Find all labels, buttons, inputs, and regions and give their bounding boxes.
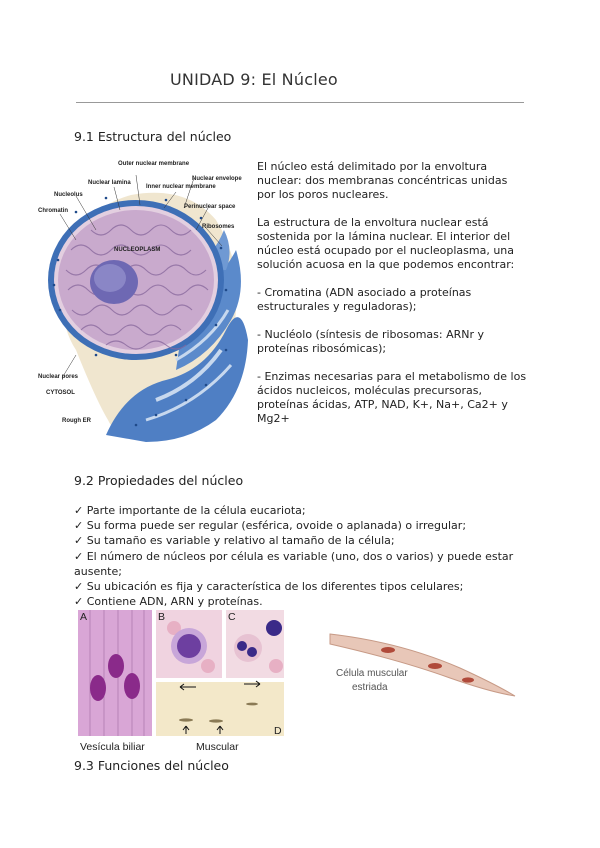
label-cytosol: CYTOSOL (46, 390, 75, 396)
page-title: UNIDAD 9: El Núcleo (170, 70, 338, 89)
label-nuclear-pores: Nuclear pores (38, 374, 79, 380)
caption-celula-muscular: Célula muscular (336, 668, 408, 679)
panel-label-a: A (80, 611, 88, 623)
list-item: ✓ Su tamaño es variable y relativo al tamaño de la célula; (74, 534, 395, 548)
paragraph-nucleolo: - Nucléolo (síntesis de ribosomas: ARNr y proteínas ribosómicas); (257, 328, 485, 355)
label-nuclear-envelope: Nuclear envelope (192, 176, 242, 182)
nuclei-micrographs (76, 608, 288, 756)
nucleus-diagram (36, 150, 250, 442)
caption-estriada: estriada (352, 682, 388, 693)
label-inner-membrane: Inner nuclear membrane (146, 184, 216, 190)
paragraph-envoltura: El núcleo está delimitado por la envoltura nuclear: dos membranas concéntricas unidas por los poros nucleares. (257, 160, 508, 201)
caption-vesicula-biliar: Vesícula biliar (80, 741, 145, 753)
label-ribosomes: Ribosomes (202, 224, 235, 230)
list-item: ✓ El número de núcleos por célula es variable (uno, dos o varios) y puede estar ausente; (74, 549, 514, 578)
label-chromatin: Chromatin (38, 208, 68, 214)
paragraph-cromatina: - Cromatina (ADN asociado a proteínas estructurales y reguladoras); (257, 286, 472, 313)
caption-muscular: Muscular (196, 741, 239, 753)
paragraph-lamina: La estructura de la envoltura nuclear está sostenida por la lámina nuclear. El interior del núcleo está ocupado por el nucleoplasma, una solución acuosa en la que podemos encontrar: (257, 216, 515, 271)
label-nucleolus: Nucleolus (54, 192, 83, 198)
section-heading-estructura: 9.1 Estructura del núcleo (74, 129, 232, 144)
section-heading-funciones: 9.3 Funciones del núcleo (74, 758, 229, 773)
muscle-cell-illustration (320, 628, 520, 708)
propiedades-list (74, 503, 534, 609)
paragraph-enzimas: - Enzimas necesarias para el metabolismo de los ácidos nucleicos, moléculas precursoras, proteínas ácidas, ATP, NAD, K+, Na+, Ca2+ y Mg2+ (257, 370, 527, 425)
estructura-text (257, 160, 529, 440)
list-item: ✓ Contiene ADN, ARN y proteínas. (74, 595, 263, 609)
label-perinuclear-space: Perinuclear space (184, 204, 236, 210)
label-rough-er: Rough ER (62, 418, 91, 424)
panel-label-c: C (228, 611, 236, 623)
section-heading-propiedades: 9.2 Propiedades del núcleo (74, 473, 244, 488)
label-nucleoplasm: NUCLEOPLASM (114, 247, 161, 253)
list-item: ✓ Su ubicación es fija y característica de los diferentes tipos celulares; (74, 580, 464, 594)
title-divider (76, 102, 524, 103)
panel-label-d: D (274, 725, 282, 737)
list-item: ✓ Parte importante de la célula eucariota; (74, 504, 306, 517)
label-nuclear-lamina: Nuclear lamina (88, 180, 131, 186)
panel-label-b: B (158, 611, 166, 623)
label-outer-membrane: Outer nuclear membrane (118, 161, 190, 167)
list-item: ✓ Su forma puede ser regular (esférica, ovoide o aplanada) o irregular; (74, 519, 467, 533)
